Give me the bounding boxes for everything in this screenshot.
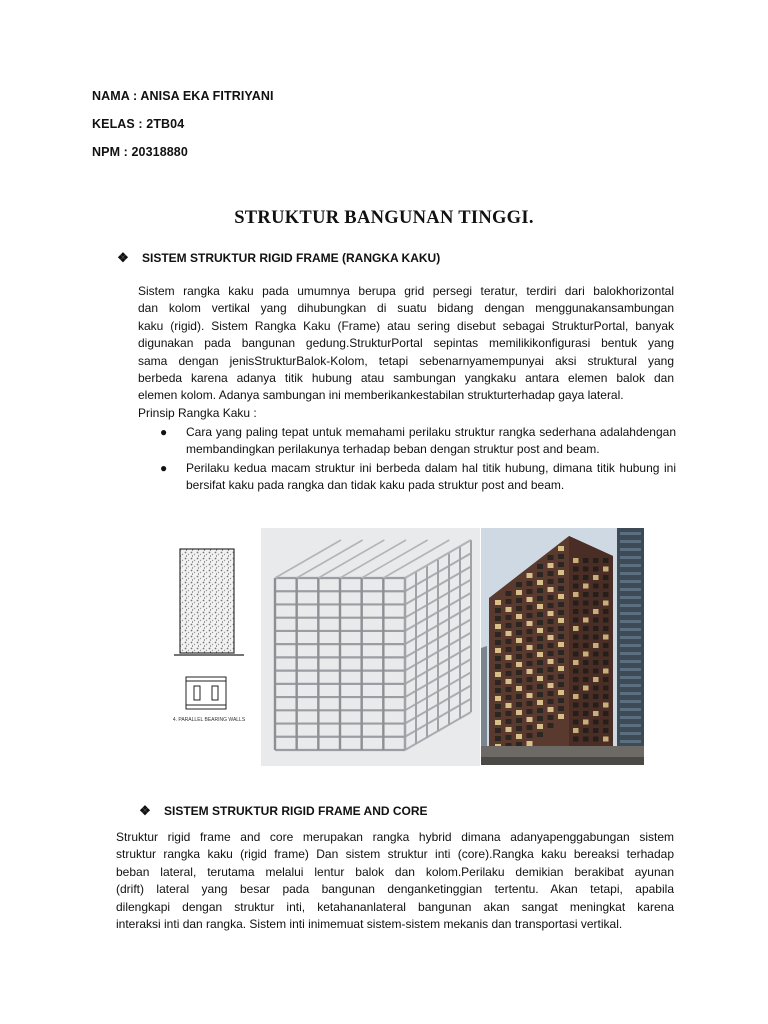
student-npm: NPM : 20318880 — [92, 145, 188, 159]
section-heading-rigid-frame — [116, 250, 440, 266]
principle-label: Prinsip Rangka Kaku : — [138, 405, 257, 420]
rigid-frame-3d-model — [261, 528, 480, 766]
paragraph-line: digunakan pada bangunan gedung.StrukturPortal sepintas memilikikonfigurasi bentuk yang — [138, 336, 674, 351]
bearing-wall-diagram — [172, 545, 246, 745]
diagram-caption: 4. PARALLEL BEARING WALLS — [172, 717, 246, 723]
section-heading-text: SISTEM STRUKTUR RIGID FRAME (RANGKA KAKU) — [142, 251, 441, 265]
list-item-text: Cara yang paling tepat untuk memahami perilaku struktur rangka sederhana adalahdengan membandingkan perilakunya terhadap beban dengan struktur post and beam. — [186, 425, 676, 457]
bullet-dot-icon: ● — [160, 460, 168, 475]
paragraph-line: interaksi inti dan rangka. Sistem inti inimemuat sistem-sistem mekanis dan transportasi vertikal. — [116, 917, 623, 932]
paragraph-line: elemen kolom. Adanya sambungan ini memberikankestabilan strukturterhadap gaya lateral. — [138, 388, 624, 403]
paragraph-line: dan kolom vertikal yang dihubungkan di suatu bidang dengan menggunakansambungan — [138, 301, 674, 316]
list-item-text: Perilaku kedua macam struktur ini berbeda dalam hal titik hubung, dimana titik hubung ini bersifat kaku pada rangka dan tidak kaku pada struktur post and beam. — [186, 460, 676, 493]
rigid-frame-illustration — [261, 528, 480, 766]
principle-bullet-list — [158, 424, 676, 496]
section-heading-text: SISTEM STRUKTUR RIGID FRAME AND CORE — [164, 804, 428, 818]
document-title: STRUKTUR BANGUNAN TINGGI. — [234, 208, 534, 228]
section2-paragraph — [116, 829, 674, 933]
paragraph-line: dilengkapi dengan struktur inti, ketahananlateral bangunan akan sangat meningkat karena — [116, 899, 674, 914]
section1-paragraph — [138, 283, 674, 422]
student-name: NAMA : ANISA EKA FITRIYANI — [92, 89, 274, 103]
paragraph-line: (drift) lateral yang besar pada bangunan denganketinggian tertentu. Akan tetapi, apabila — [116, 882, 674, 897]
paragraph-line: struktur rangka kaku (rigid frame) Dan sistem struktur inti (core).Rangka kaku bereaksi terhadap — [116, 847, 674, 862]
high-rise-building-photo — [481, 528, 644, 765]
section-heading-frame-core — [138, 803, 428, 819]
paragraph-line: sama dengan jenisStrukturBalok-Kolom, tetapi sebenarnyamempunyai aksi struktural yang — [138, 353, 674, 368]
paragraph-line: kaku (rigid). Sistem Rangka Kaku (Frame) atau sering disebut sebagai StrukturPortal, banyak — [138, 318, 674, 333]
student-class: KELAS : 2TB04 — [92, 117, 185, 131]
bullet-dot-icon: ● — [160, 425, 168, 439]
diamond-bullet-icon: ❖ — [139, 803, 151, 818]
bearing-wall-illustration — [172, 545, 246, 745]
list-item — [158, 460, 676, 495]
paragraph-line: beban lateral, terutama melalui lentur balok dan kolom.Perilaku demikian berakibat ayunan — [116, 864, 674, 879]
paragraph-line: berbeda karena adanya titik hubung atau sambungan yangkaku antara elemen balok dan — [138, 371, 674, 386]
paragraph-line: Sistem rangka kaku pada umumnya berupa grid persegi teratur, terdiri dari balokhorizontal — [138, 284, 674, 298]
building-photo-illustration — [481, 528, 644, 765]
paragraph-line: Struktur rigid frame and core merupakan rangka hybrid dimana adanyapenggabungan sistem — [116, 830, 674, 844]
diamond-bullet-icon: ❖ — [117, 250, 129, 265]
list-item — [158, 424, 676, 459]
